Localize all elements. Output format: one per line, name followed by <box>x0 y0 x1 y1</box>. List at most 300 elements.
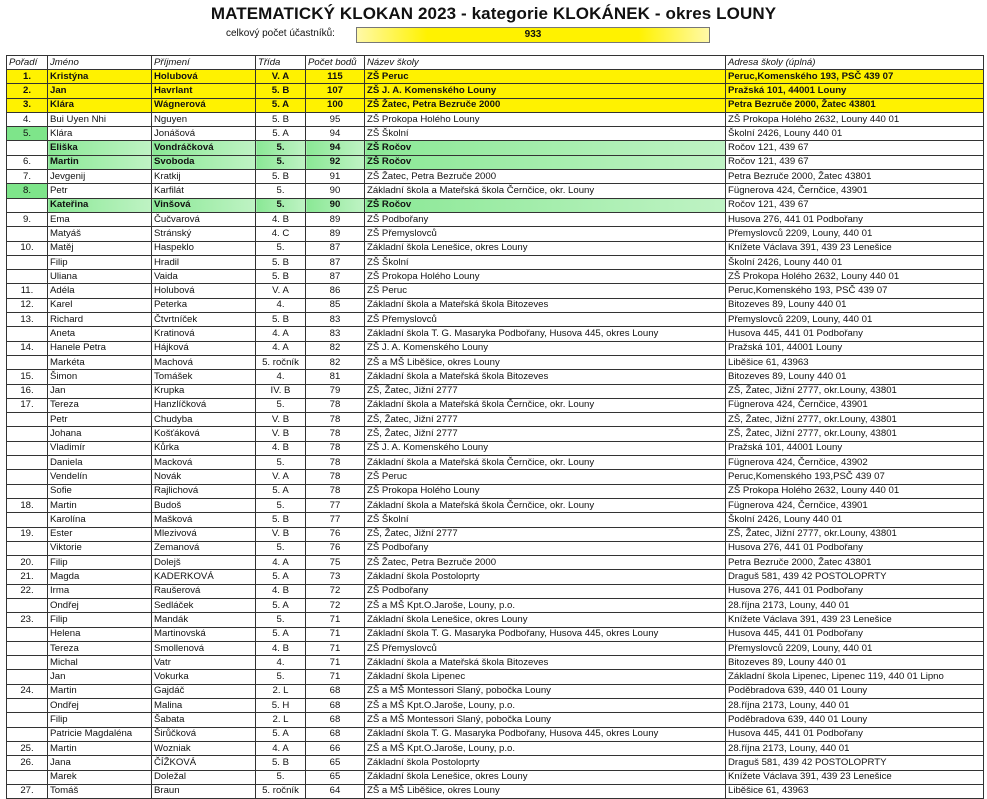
school-cell: ZŠ J. A. Komenského Louny <box>365 341 726 355</box>
last-name-cell: Vaida <box>152 270 256 284</box>
school-cell: Základní škola T. G. Masaryka Podbořany, Husova 445, okres Louny <box>365 627 726 641</box>
school-cell: ZŠ Ročov <box>365 141 726 155</box>
address-cell: Knížete Václava 391, 439 23 Lenešice <box>726 770 984 784</box>
rank-cell <box>7 598 48 612</box>
table-row <box>7 527 984 541</box>
points-cell: 90 <box>306 198 365 212</box>
first-name-cell: Karel <box>48 298 152 312</box>
first-name-cell: Martin <box>48 498 152 512</box>
points-cell: 77 <box>306 513 365 527</box>
first-name-cell: Daniela <box>48 456 152 470</box>
points-cell: 77 <box>306 498 365 512</box>
school-cell: ZŠ Školní <box>365 513 726 527</box>
points-cell: 78 <box>306 470 365 484</box>
address-cell: Bitozeves 89, Louny 440 01 <box>726 370 984 384</box>
last-name-cell: KADERKOVÁ <box>152 570 256 584</box>
class-cell: 4. B <box>256 584 306 598</box>
first-name-cell: Jana <box>48 756 152 770</box>
rank-cell <box>7 270 48 284</box>
results-body <box>7 70 984 799</box>
school-cell: ZŠ Podbořany <box>365 584 726 598</box>
address-cell: Husova 445, 441 01 Podbořany <box>726 627 984 641</box>
address-cell: ZŠ Prokopa Holého 2632, Louny 440 01 <box>726 112 984 126</box>
address-cell: 28.října 2173, Louny, 440 01 <box>726 741 984 755</box>
address-cell: ZŠ, Žatec, Jižní 2777, okr.Louny, 43801 <box>726 413 984 427</box>
class-cell: V. B <box>256 527 306 541</box>
school-cell: Základní škola a Mateřská škola Bitozeves <box>365 298 726 312</box>
last-name-cell: Braun <box>152 784 256 798</box>
first-name-cell: Ondřej <box>48 598 152 612</box>
address-cell: 28.října 2173, Louny, 440 01 <box>726 598 984 612</box>
class-cell: 5. B <box>256 170 306 184</box>
class-cell: 5. B <box>256 112 306 126</box>
rank-cell <box>7 327 48 341</box>
rank-cell: 7. <box>7 170 48 184</box>
address-cell: Bitozeves 89, Louny 440 01 <box>726 298 984 312</box>
points-cell: 65 <box>306 756 365 770</box>
school-cell: ZŠ Podbořany <box>365 541 726 555</box>
last-name-cell: Čtvrtníček <box>152 313 256 327</box>
last-name-cell: Hradil <box>152 255 256 269</box>
address-cell: Petra Bezruče 2000, Žatec 43801 <box>726 98 984 112</box>
rank-cell: 14. <box>7 341 48 355</box>
first-name-cell: Ester <box>48 527 152 541</box>
last-name-cell: Holubová <box>152 70 256 84</box>
rank-cell: 12. <box>7 298 48 312</box>
first-name-cell: Jevgenij <box>48 170 152 184</box>
table-row <box>7 370 984 384</box>
first-name-cell: Kateřina <box>48 198 152 212</box>
first-name-cell: Aneta <box>48 327 152 341</box>
points-cell: 71 <box>306 656 365 670</box>
address-cell: Přemyslovců 2209, Louny, 440 01 <box>726 313 984 327</box>
rank-cell: 2. <box>7 84 48 98</box>
address-cell: Ročov 121, 439 67 <box>726 198 984 212</box>
class-cell: 4. A <box>256 556 306 570</box>
table-row <box>7 384 984 398</box>
points-cell: 78 <box>306 484 365 498</box>
rank-cell: 26. <box>7 756 48 770</box>
address-cell: Fügnerova 424, Černčice, 43902 <box>726 456 984 470</box>
points-cell: 68 <box>306 713 365 727</box>
class-cell: 2. L <box>256 684 306 698</box>
first-name-cell: Uliana <box>48 270 152 284</box>
participants-label: celkový počet účastníků: <box>226 28 335 39</box>
table-row <box>7 398 984 412</box>
first-name-cell: Johana <box>48 427 152 441</box>
first-name-cell: Martin <box>48 741 152 755</box>
rank-cell <box>7 513 48 527</box>
table-row <box>7 212 984 226</box>
rank-cell <box>7 770 48 784</box>
points-cell: 78 <box>306 456 365 470</box>
points-cell: 83 <box>306 313 365 327</box>
last-name-cell: Zemanová <box>152 541 256 555</box>
rank-cell <box>7 198 48 212</box>
address-cell: Přemyslovců 2209, Louny, 440 01 <box>726 641 984 655</box>
table-row <box>7 627 984 641</box>
school-cell: ZŠ Žatec, Petra Bezruče 2000 <box>365 170 726 184</box>
table-row <box>7 227 984 241</box>
rank-cell <box>7 484 48 498</box>
class-cell: 4. A <box>256 327 306 341</box>
points-cell: 68 <box>306 727 365 741</box>
last-name-cell: Širůčková <box>152 727 256 741</box>
address-cell: Školní 2426, Louny 440 01 <box>726 127 984 141</box>
address-cell: Petra Bezruče 2000, Žatec 43801 <box>726 556 984 570</box>
school-cell: ZŠ Peruc <box>365 284 726 298</box>
first-name-cell: Filip <box>48 255 152 269</box>
first-name-cell: Magda <box>48 570 152 584</box>
last-name-cell: Vinšová <box>152 198 256 212</box>
last-name-cell: Mlezivová <box>152 527 256 541</box>
class-cell: 5. <box>256 141 306 155</box>
address-cell: Knížete Václava 391, 439 23 Lenešice <box>726 613 984 627</box>
school-cell: ZŠ Prokopa Holého Louny <box>365 484 726 498</box>
class-cell: V. A <box>256 470 306 484</box>
school-cell: ZŠ Ročov <box>365 155 726 169</box>
class-cell: 5. A <box>256 598 306 612</box>
address-cell: Pražská 101, 44001 Louny <box>726 341 984 355</box>
last-name-cell: Smollenová <box>152 641 256 655</box>
class-cell: 5. <box>256 184 306 198</box>
last-name-cell: Macková <box>152 456 256 470</box>
address-cell: Poděbradova 639, 440 01 Louny <box>726 684 984 698</box>
last-name-cell: Mandák <box>152 613 256 627</box>
school-cell: ZŠ a MŠ Montessori Slaný, pobočka Louny <box>365 713 726 727</box>
class-cell: 5. B <box>256 270 306 284</box>
points-cell: 76 <box>306 527 365 541</box>
table-row <box>7 684 984 698</box>
rank-cell: 21. <box>7 570 48 584</box>
last-name-cell: Malina <box>152 699 256 713</box>
address-cell: Pražská 101, 44001 Louny <box>726 441 984 455</box>
class-cell: 5. A <box>256 98 306 112</box>
address-cell: Školní 2426, Louny 440 01 <box>726 255 984 269</box>
first-name-cell: Klára <box>48 127 152 141</box>
address-cell: Husova 276, 441 01 Podbořany <box>726 584 984 598</box>
class-cell: 5. <box>256 498 306 512</box>
address-cell: Bitozeves 89, Louny 440 01 <box>726 656 984 670</box>
rank-cell: 11. <box>7 284 48 298</box>
points-cell: 71 <box>306 670 365 684</box>
first-name-cell: Tereza <box>48 641 152 655</box>
address-cell: Fügnerova 424, Černčice, 43901 <box>726 184 984 198</box>
table-row <box>7 441 984 455</box>
first-name-cell: Matyáš <box>48 227 152 241</box>
class-cell: 4. <box>256 298 306 312</box>
rank-cell: 24. <box>7 684 48 698</box>
last-name-cell: Vatr <box>152 656 256 670</box>
table-row <box>7 556 984 570</box>
rank-cell: 5. <box>7 127 48 141</box>
last-name-cell: Havrlant <box>152 84 256 98</box>
last-name-cell: Kůrka <box>152 441 256 455</box>
points-cell: 64 <box>306 784 365 798</box>
points-cell: 92 <box>306 155 365 169</box>
points-cell: 94 <box>306 141 365 155</box>
class-cell: 5. B <box>256 255 306 269</box>
rank-cell <box>7 456 48 470</box>
address-cell: Peruc,Komenského 193, PSČ 439 07 <box>726 284 984 298</box>
participants-row <box>0 27 987 42</box>
school-cell: Základní škola a Mateřská škola Černčice, okr. Louny <box>365 184 726 198</box>
points-cell: 81 <box>306 370 365 384</box>
points-cell: 78 <box>306 413 365 427</box>
first-name-cell: Karolína <box>48 513 152 527</box>
school-cell: Základní škola Postoloprty <box>365 570 726 584</box>
class-cell: 5. <box>256 241 306 255</box>
first-name-cell: Jan <box>48 84 152 98</box>
points-cell: 71 <box>306 641 365 655</box>
header-first-name: Jméno <box>48 56 152 70</box>
table-row <box>7 741 984 755</box>
rank-cell: 17. <box>7 398 48 412</box>
school-cell: Základní škola T. G. Masaryka Podbořany, Husova 445, okres Louny <box>365 327 726 341</box>
first-name-cell: Petr <box>48 184 152 198</box>
school-cell: ZŠ, Žatec, Jižní 2777 <box>365 427 726 441</box>
table-row <box>7 141 984 155</box>
table-row <box>7 98 984 112</box>
rank-cell: 16. <box>7 384 48 398</box>
class-cell: 5. ročník <box>256 355 306 369</box>
table-row <box>7 313 984 327</box>
school-cell: Základní škola a Mateřská škola Černčice, okr. Louny <box>365 498 726 512</box>
first-name-cell: Vendelín <box>48 470 152 484</box>
points-cell: 115 <box>306 70 365 84</box>
first-name-cell: Patricie Magdaléna <box>48 727 152 741</box>
points-cell: 89 <box>306 212 365 226</box>
address-cell: 28.října 2173, Louny, 440 01 <box>726 699 984 713</box>
header-address: Adresa školy (úplná) <box>726 56 984 70</box>
points-cell: 78 <box>306 427 365 441</box>
last-name-cell: Krupka <box>152 384 256 398</box>
class-cell: 4. B <box>256 641 306 655</box>
table-row <box>7 170 984 184</box>
school-cell: ZŠ a MŠ Kpt.O.Jaroše, Louny, p.o. <box>365 699 726 713</box>
first-name-cell: Sofie <box>48 484 152 498</box>
points-cell: 82 <box>306 341 365 355</box>
school-cell: Základní škola a Mateřská škola Bitozeves <box>365 370 726 384</box>
first-name-cell: Hanele Petra <box>48 341 152 355</box>
class-cell: V. B <box>256 427 306 441</box>
first-name-cell: Helena <box>48 627 152 641</box>
class-cell: 5. <box>256 541 306 555</box>
address-cell: Pražská 101, 44001 Louny <box>726 84 984 98</box>
points-cell: 95 <box>306 112 365 126</box>
class-cell: 5. <box>256 398 306 412</box>
school-cell: Základní škola Lenešice, okres Louny <box>365 613 726 627</box>
first-name-cell: Ema <box>48 212 152 226</box>
table-row <box>7 484 984 498</box>
points-cell: 107 <box>306 84 365 98</box>
class-cell: V. A <box>256 284 306 298</box>
points-cell: 72 <box>306 584 365 598</box>
class-cell: 2. L <box>256 713 306 727</box>
class-cell: 4. <box>256 370 306 384</box>
address-cell: ZŠ Prokopa Holého 2632, Louny 440 01 <box>726 270 984 284</box>
class-cell: 5. <box>256 670 306 684</box>
address-cell: Fügnerova 424, Černčice, 43901 <box>726 398 984 412</box>
rank-cell: 3. <box>7 98 48 112</box>
address-cell: Knížete Václava 391, 439 23 Lenešice <box>726 241 984 255</box>
school-cell: Základní škola a Mateřská škola Bitozeves <box>365 656 726 670</box>
table-row <box>7 355 984 369</box>
table-row <box>7 784 984 798</box>
address-cell: Základní škola Lipenec, Lipenec 119, 440 01 Lipno <box>726 670 984 684</box>
rank-cell <box>7 255 48 269</box>
points-cell: 73 <box>306 570 365 584</box>
last-name-cell: Machová <box>152 355 256 369</box>
points-cell: 72 <box>306 598 365 612</box>
table-row <box>7 513 984 527</box>
last-name-cell: Chudyba <box>152 413 256 427</box>
first-name-cell: Jan <box>48 384 152 398</box>
class-cell: 5. B <box>256 513 306 527</box>
first-name-cell: Eliška <box>48 141 152 155</box>
class-cell: 5. B <box>256 313 306 327</box>
class-cell: 5. A <box>256 627 306 641</box>
address-cell: ZŠ Prokopa Holého 2632, Louny 440 01 <box>726 484 984 498</box>
school-cell: ZŠ Prokopa Holého Louny <box>365 270 726 284</box>
last-name-cell: Haspeklo <box>152 241 256 255</box>
last-name-cell: Holubová <box>152 284 256 298</box>
table-row <box>7 570 984 584</box>
table-row <box>7 155 984 169</box>
address-cell: Peruc,Komenského 193, PSČ 439 07 <box>726 70 984 84</box>
school-cell: ZŠ a MŠ Montessori Slaný, pobočka Louny <box>365 684 726 698</box>
points-cell: 78 <box>306 398 365 412</box>
last-name-cell: Hanzlíčková <box>152 398 256 412</box>
rank-cell <box>7 427 48 441</box>
participants-count: 933 <box>356 27 710 43</box>
rank-cell: 25. <box>7 741 48 755</box>
first-name-cell: Ondřej <box>48 699 152 713</box>
address-cell: Fügnerova 424, Černčice, 43901 <box>726 498 984 512</box>
last-name-cell: ČÍŽKOVÁ <box>152 756 256 770</box>
rank-cell <box>7 727 48 741</box>
class-cell: 5. <box>256 198 306 212</box>
rank-cell: 27. <box>7 784 48 798</box>
table-row <box>7 127 984 141</box>
points-cell: 75 <box>306 556 365 570</box>
rank-cell <box>7 470 48 484</box>
table-row <box>7 699 984 713</box>
address-cell: Petra Bezruče 2000, Žatec 43801 <box>726 170 984 184</box>
last-name-cell: Vondráčková <box>152 141 256 155</box>
class-cell: 4. C <box>256 227 306 241</box>
table-row <box>7 327 984 341</box>
last-name-cell: Kratkij <box>152 170 256 184</box>
last-name-cell: Vokurka <box>152 670 256 684</box>
first-name-cell: Petr <box>48 413 152 427</box>
rank-cell: 23. <box>7 613 48 627</box>
rank-cell <box>7 141 48 155</box>
header-last-name: Příjmení <box>152 56 256 70</box>
class-cell: 5. <box>256 155 306 169</box>
first-name-cell: Martin <box>48 155 152 169</box>
school-cell: ZŠ a MŠ Liběšice, okres Louny <box>365 355 726 369</box>
address-cell: ZŠ, Žatec, Jižní 2777, okr.Louny, 43801 <box>726 427 984 441</box>
rank-cell <box>7 227 48 241</box>
first-name-cell: Irma <box>48 584 152 598</box>
last-name-cell: Wozniak <box>152 741 256 755</box>
class-cell: V. B <box>256 413 306 427</box>
class-cell: 5. <box>256 770 306 784</box>
school-cell: ZŠ a MŠ Kpt.O.Jaroše, Louny, p.o. <box>365 598 726 612</box>
school-cell: ZŠ, Žatec, Jižní 2777 <box>365 384 726 398</box>
points-cell: 85 <box>306 298 365 312</box>
table-row <box>7 670 984 684</box>
points-cell: 68 <box>306 684 365 698</box>
points-cell: 78 <box>306 441 365 455</box>
first-name-cell: Michal <box>48 656 152 670</box>
table-row <box>7 613 984 627</box>
table-row <box>7 498 984 512</box>
points-cell: 87 <box>306 255 365 269</box>
first-name-cell: Jan <box>48 670 152 684</box>
school-cell: ZŠ, Žatec, Jižní 2777 <box>365 413 726 427</box>
rank-cell <box>7 641 48 655</box>
points-cell: 87 <box>306 241 365 255</box>
rank-cell: 10. <box>7 241 48 255</box>
address-cell: Liběšice 61, 43963 <box>726 355 984 369</box>
first-name-cell: Bui Uyen Nhi <box>48 112 152 126</box>
school-cell: ZŠ J. A. Komenského Louny <box>365 84 726 98</box>
rank-cell <box>7 656 48 670</box>
rank-cell: 22. <box>7 584 48 598</box>
first-name-cell: Šimon <box>48 370 152 384</box>
points-cell: 68 <box>306 699 365 713</box>
first-name-cell: Tereza <box>48 398 152 412</box>
table-row <box>7 413 984 427</box>
class-cell: 5. B <box>256 84 306 98</box>
table-row <box>7 198 984 212</box>
school-cell: Základní škola a Mateřská škola Černčice, okr. Louny <box>365 456 726 470</box>
class-cell: 4. <box>256 656 306 670</box>
rank-cell <box>7 541 48 555</box>
first-name-cell: Filip <box>48 613 152 627</box>
school-cell: ZŠ Žatec, Petra Bezruče 2000 <box>365 98 726 112</box>
table-row <box>7 284 984 298</box>
table-row <box>7 341 984 355</box>
school-cell: ZŠ Peruc <box>365 70 726 84</box>
first-name-cell: Vladimír <box>48 441 152 455</box>
address-cell: Draguš 581, 439 42 POSTOLOPRTY <box>726 756 984 770</box>
points-cell: 90 <box>306 184 365 198</box>
last-name-cell: Mašková <box>152 513 256 527</box>
table-row <box>7 70 984 84</box>
first-name-cell: Martin <box>48 684 152 698</box>
last-name-cell: Novák <box>152 470 256 484</box>
last-name-cell: Dolejš <box>152 556 256 570</box>
address-cell: Školní 2426, Louny 440 01 <box>726 513 984 527</box>
first-name-cell: Richard <box>48 313 152 327</box>
table-row <box>7 270 984 284</box>
last-name-cell: Budoš <box>152 498 256 512</box>
rank-cell <box>7 355 48 369</box>
table-row <box>7 541 984 555</box>
address-cell: Husova 276, 441 01 Podbořany <box>726 212 984 226</box>
rank-cell: 13. <box>7 313 48 327</box>
first-name-cell: Marek <box>48 770 152 784</box>
results-table <box>6 55 984 799</box>
table-row <box>7 84 984 98</box>
school-cell: ZŠ Školní <box>365 127 726 141</box>
table-row <box>7 112 984 126</box>
header-class: Třída <box>256 56 306 70</box>
header-school: Název školy <box>365 56 726 70</box>
